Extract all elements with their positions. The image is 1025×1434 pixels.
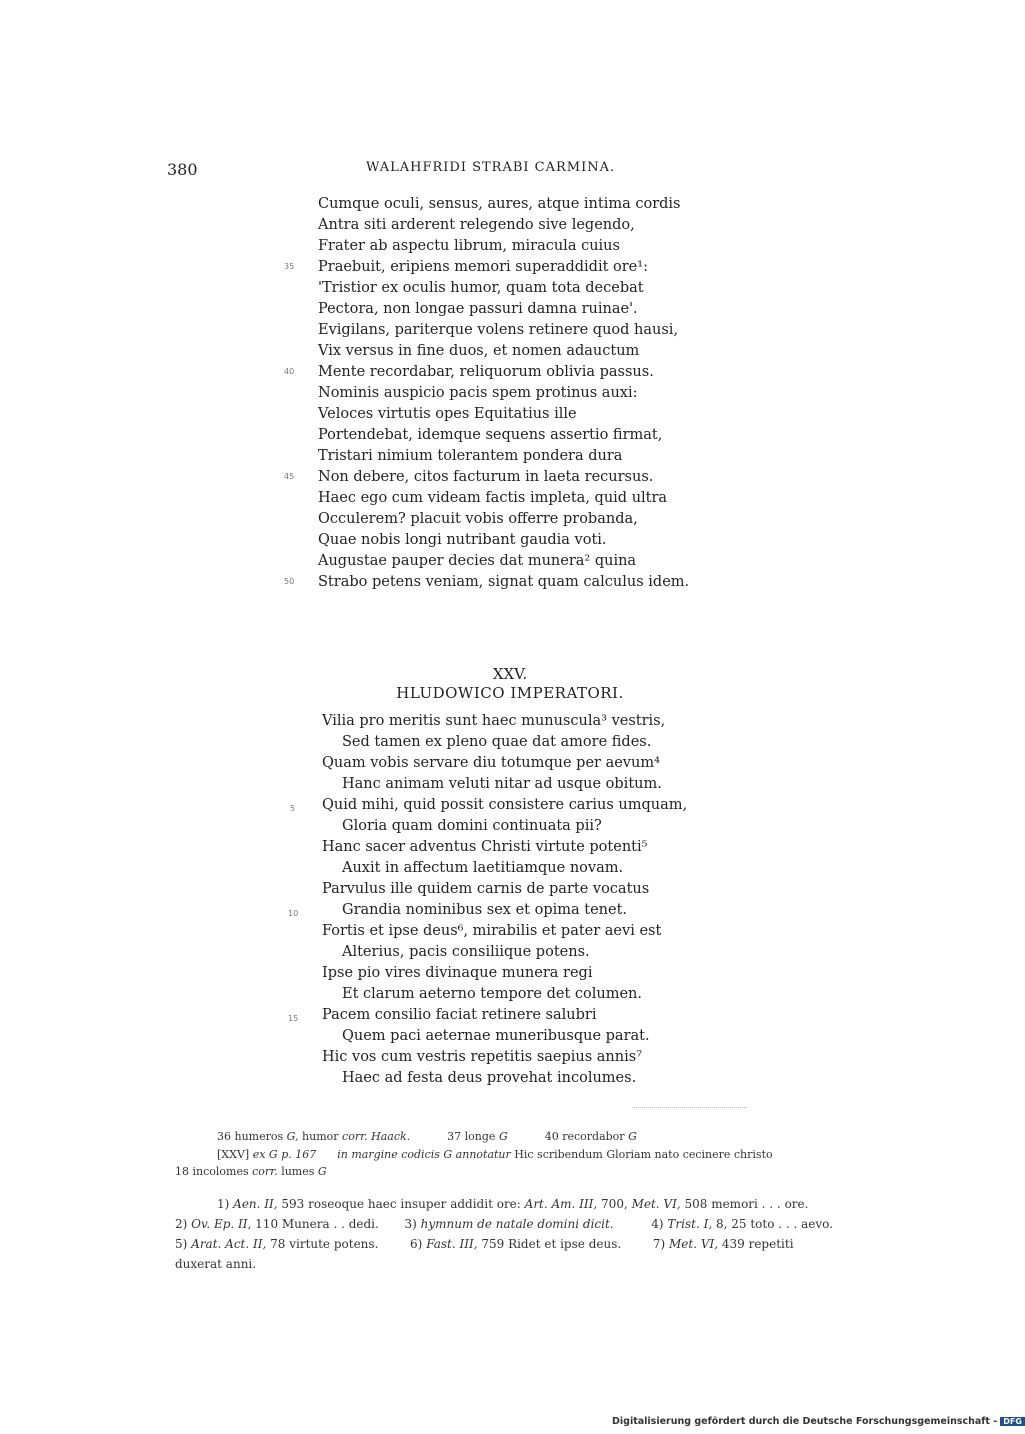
verse-line: Hanc animam veluti nitar ad usque obitum.: [342, 776, 662, 792]
digitization-credit: [612, 1416, 1025, 1427]
apparatus-note: in margine codicis G annotatur: [337, 1148, 511, 1161]
footnote-text: 508 memori . . . ore.: [684, 1197, 809, 1211]
verse-line: Haec ad festa deus provehat incolumes.: [342, 1070, 637, 1086]
footnote-number: 2): [175, 1217, 188, 1231]
footnote-row: [175, 1254, 833, 1274]
verse-line: Antra siti arderent relegendo sive legendo,: [318, 217, 635, 233]
verse-line: Hanc sacer adventus Christi virtute potenti⁵: [322, 839, 648, 855]
apparatus-text: humor: [302, 1130, 339, 1143]
footnote-text: duxerat anni.: [175, 1257, 257, 1271]
footnote-text: 759 Ridet et ipse deus.: [481, 1237, 622, 1251]
section-number: XXV.: [492, 665, 528, 683]
footnote-number: 3): [404, 1217, 417, 1231]
verse-line: Veloces virtutis opes Equitatius ille: [318, 406, 577, 422]
verse-line: Cumque oculi, sensus, aures, atque intima cordis: [318, 196, 681, 212]
footnote-ref: Ov. Ep. II,: [191, 1217, 252, 1231]
apparatus-siglum: G: [317, 1165, 327, 1178]
verse-line: Quam vobis servare diu totumque per aevum⁴: [322, 755, 660, 771]
verse-line: Et clarum aeterno tempore det columen.: [342, 986, 642, 1002]
verse-line: Sed tamen ex pleno quae dat amore fides.: [342, 734, 652, 750]
verse-line: Mente recordabar, reliquorum oblivia passus.: [318, 364, 654, 380]
footnote-text: 439 repetiti: [721, 1237, 794, 1251]
footnote-ref: Fast. III,: [426, 1237, 478, 1251]
verse-line: Praebuit, eripiens memori superaddidit ore¹:: [318, 259, 648, 275]
footnote-ref: Trist. I,: [667, 1217, 713, 1231]
verse-line: Non debere, citos facturum in laeta recursus.: [318, 469, 654, 485]
footnote-text: hymnum de natale domini dicit.: [420, 1217, 614, 1231]
poem-hludowico: [322, 711, 687, 1089]
footnote-number: 7): [652, 1237, 666, 1251]
apparatus-text: 36 humeros: [217, 1130, 284, 1143]
verse-line: 'Tristior ex oculis humor, quam tota decebat: [318, 280, 644, 296]
footnote-row: [175, 1234, 833, 1254]
line-number: 45: [284, 472, 295, 481]
footnote-ref: Aen. II,: [233, 1197, 278, 1211]
footnote-number: 5): [175, 1237, 188, 1251]
verse-line: Vix versus in fine duos, et nomen adauctum: [318, 343, 640, 359]
footnote-text: 110 Munera . . dedi.: [255, 1217, 379, 1231]
verse-line: Vilia pro meritis sunt haec munuscula³ vestris,: [322, 713, 666, 729]
verse-line: Ipse pio vires divinaque munera regi: [322, 965, 593, 981]
line-number: 40: [284, 367, 295, 376]
credit-text: Digitalisierung gefördert durch die Deutsche Forschungsgemeinschaft -: [612, 1416, 998, 1427]
verse-line: Alterius, pacis consiliique potens.: [342, 944, 590, 960]
apparatus-siglum: G: [628, 1130, 637, 1143]
verse-line: Quid mihi, quid possit consistere carius umquam,: [322, 797, 688, 813]
verse-line: Strabo petens veniam, signat quam calculus idem.: [318, 574, 690, 590]
verse-line: Gloria quam domini continuata pii?: [342, 818, 602, 834]
page-number: 380: [167, 160, 198, 179]
footnote-ref: Met. VI,: [668, 1237, 719, 1251]
line-number: 50: [284, 577, 295, 586]
footnote-row: [175, 1194, 833, 1214]
footnote-text: 593 roseoque haec insuper addidit ore:: [281, 1197, 521, 1211]
poem-continuation: [318, 194, 689, 593]
section-title: HLUDOWICO IMPERATORI.: [396, 684, 624, 702]
apparatus-siglum: corr.: [252, 1165, 278, 1178]
apparatus-text: 18 incolomes: [175, 1165, 249, 1178]
verse-line: Quae nobis longi nutribant gaudia voti.: [318, 532, 607, 548]
verse-line: Evigilans, pariterque volens retinere quod hausi,: [318, 322, 679, 338]
verse-line: Fortis et ipse deus⁶, mirabilis et pater aevi est: [322, 923, 662, 939]
verse-line: Quem paci aeternae muneribusque parat.: [342, 1028, 650, 1044]
running-title: WALAHFRIDI STRABI CARMINA.: [366, 160, 616, 175]
footnote-ref: Arat. Act. II,: [191, 1237, 267, 1251]
apparatus-siglum: G,: [286, 1130, 299, 1143]
verse-line: Augustae pauper decies dat munera² quina: [318, 553, 637, 569]
footnote-text: 8, 25 toto . . . aevo.: [716, 1217, 834, 1231]
apparatus-text: 40 recordabor: [544, 1130, 625, 1143]
apparatus-siglum: corr. Haack.: [342, 1130, 411, 1143]
line-number: 10: [288, 909, 299, 918]
verse-line: Tristari nimium tolerantem pondera dura: [318, 448, 623, 464]
separator-dots: [632, 1104, 747, 1108]
verse-line: Occulerem? placuit vobis offerre probanda,: [318, 511, 638, 527]
verse-line: Parvulus ille quidem carnis de parte vocatus: [322, 881, 650, 897]
apparatus-text: lumes: [281, 1165, 315, 1178]
footnotes: [175, 1194, 833, 1274]
verse-line: Portendebat, idemque sequens assertio firmat,: [318, 427, 663, 443]
line-number: 5: [290, 804, 296, 813]
footnote-number: 4): [651, 1217, 664, 1231]
footnote-row: [175, 1214, 833, 1234]
footnote-number: 6): [410, 1237, 423, 1251]
apparatus-line: [217, 1130, 637, 1143]
verse-line: Auxit in affectum laetitiamque novam.: [342, 860, 624, 876]
apparatus-siglum: ex G p. 167: [252, 1148, 317, 1161]
verse-line: Grandia nominibus sex et opima tenet.: [342, 902, 628, 918]
dfg-logo: DFG: [1000, 1417, 1025, 1426]
line-number: 15: [288, 1014, 299, 1023]
footnote-text: 700,: [601, 1197, 628, 1211]
verse-line: Hic vos cum vestris repetitis saepius annis⁷: [322, 1049, 643, 1065]
footnote-text: 78 virtute potens.: [270, 1237, 379, 1251]
apparatus-text: [XXV]: [217, 1148, 250, 1161]
verse-line: Frater ab aspectu librum, miracula cuius: [318, 238, 620, 254]
footnote-ref: Art. Am. III,: [524, 1197, 598, 1211]
apparatus-siglum: G: [498, 1130, 508, 1143]
verse-line: Pacem consilio faciat retinere salubri: [322, 1007, 597, 1023]
apparatus-text: Hic scribendum Gloriam nato cecinere christo: [514, 1148, 773, 1161]
line-number: 35: [284, 262, 295, 271]
apparatus-line: [175, 1165, 327, 1178]
verse-line: Haec ego cum videam factis impleta, quid ultra: [318, 490, 668, 506]
footnote-number: 1): [217, 1197, 230, 1211]
apparatus-text: 37 longe: [447, 1130, 496, 1143]
verse-line: Nominis auspicio pacis spem protinus auxi:: [318, 385, 638, 401]
footnote-ref: Met. VI,: [631, 1197, 681, 1211]
apparatus-line: [217, 1148, 773, 1161]
verse-line: Pectora, non longae passuri damna ruinae'.: [318, 301, 638, 317]
